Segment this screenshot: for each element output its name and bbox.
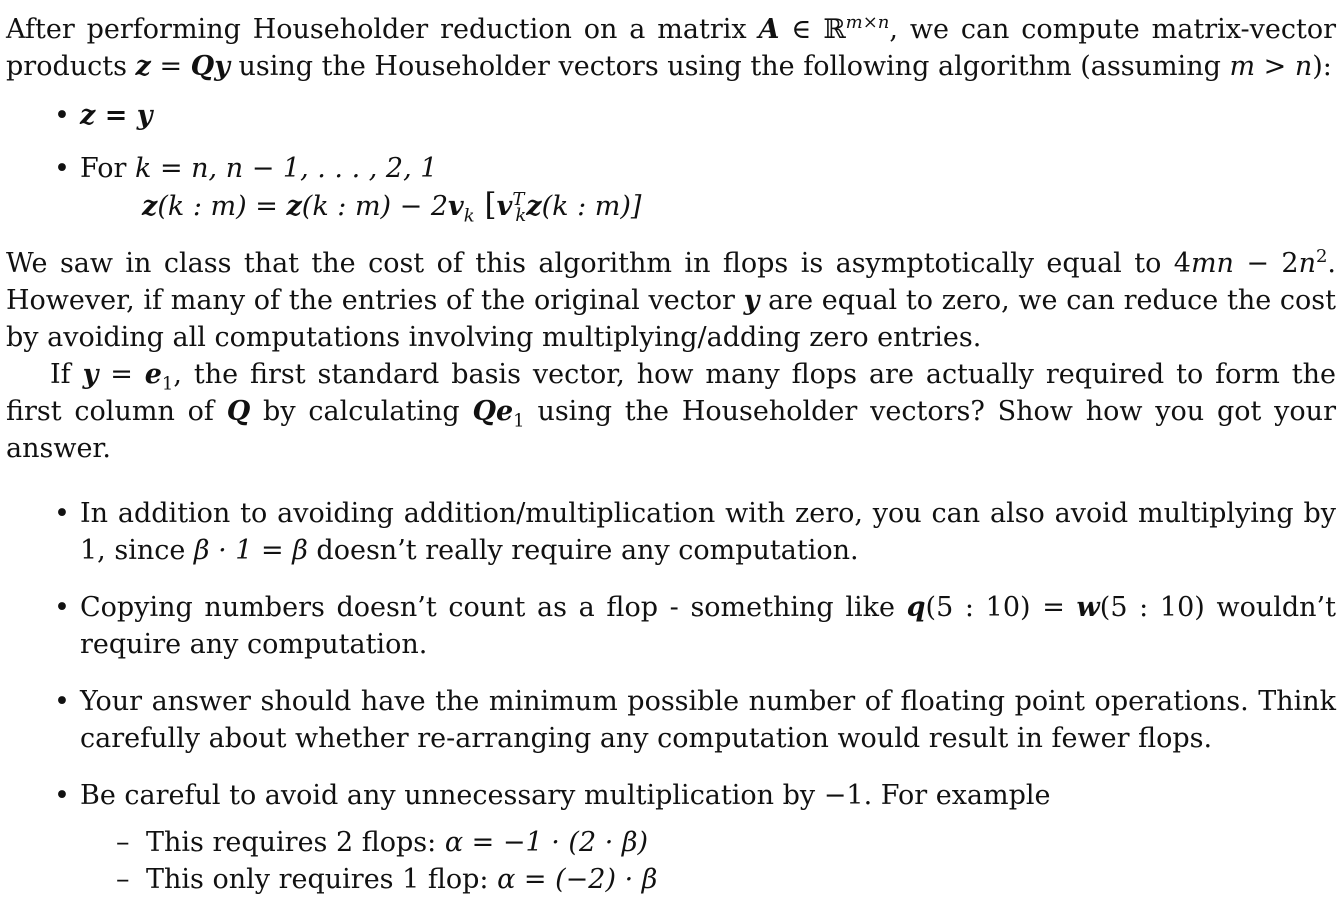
math-symbol: ∈	[779, 14, 824, 45]
math-run: (k : m) =	[157, 191, 287, 222]
text-run: Your answer should have the minimum possible number of floating point operations. Think carefully about whether re-arranging any computation would result in fewer flops.	[80, 686, 1336, 754]
math-vector-q: q	[906, 592, 926, 623]
text-run: , the first standard basis vector, how many flops are actually required to form the first column of	[6, 359, 1337, 427]
math-range: k = n, n − 1, . . . , 2, 1	[135, 153, 438, 184]
algorithm-list	[6, 97, 1336, 187]
math-z: z	[142, 191, 158, 222]
math-run: (k : m)]	[541, 191, 642, 222]
text-run: by calculating	[250, 396, 473, 427]
math-matrix-Q: Q	[226, 396, 251, 427]
text-run: ):	[1312, 51, 1332, 82]
math-superscript: m×n	[845, 12, 890, 33]
math-expression: α = (−2) · β	[497, 864, 658, 895]
text-run: doesn’t really require any computation.	[307, 535, 859, 566]
math-vector-y: y	[743, 285, 760, 316]
math-subscript: 1	[161, 373, 174, 395]
math-z: z	[526, 191, 542, 222]
example-item	[6, 824, 1336, 861]
example-item	[6, 861, 1336, 898]
note-item	[6, 589, 1336, 663]
notes-list	[6, 495, 1336, 814]
examples-list	[6, 824, 1336, 898]
math-expression: β · 1 = β	[193, 535, 308, 566]
text-run: using the Householder vectors using the following algorithm (assuming	[229, 51, 1230, 82]
text-run: Be careful to avoid any unnecessary multiplication by	[80, 780, 824, 811]
math-step: z = y	[80, 100, 153, 131]
math-vector-w: w	[1076, 592, 1100, 623]
text-run: For	[80, 153, 136, 184]
text-run: This requires 2 flops:	[146, 827, 445, 858]
math-expression: −1	[823, 780, 864, 811]
document-page	[6, 11, 1336, 898]
math-v: v	[448, 191, 464, 222]
note-item	[6, 683, 1336, 757]
math-vector-e: e	[144, 359, 162, 390]
intro-paragraph	[6, 11, 1336, 85]
text-run: This only requires 1 flop:	[146, 864, 498, 895]
text-run: , we can compute matrix-vector products	[6, 14, 1336, 82]
text-run: If	[50, 359, 83, 390]
math-vector-y: y	[82, 359, 99, 390]
algorithm-update-line	[6, 187, 1336, 225]
math-expression: α = −1 · (2 · β)	[444, 827, 649, 858]
math-bracket: [	[474, 187, 497, 223]
math-reals: ℝ	[823, 14, 846, 45]
math-var: mn	[1190, 248, 1234, 279]
algorithm-step	[6, 97, 1336, 134]
math-equals: =	[150, 51, 191, 82]
text-run: After performing Householder reduction on a matrix	[6, 14, 759, 45]
body-paragraph	[6, 245, 1336, 356]
text-run: In addition to avoiding addition/multiplication with zero, you can also avoid multiplying by 1, since	[80, 498, 1336, 566]
math-vector-z: z	[135, 51, 151, 82]
note-item	[6, 495, 1336, 569]
text-run: We saw in class that the cost of this algorithm in flops is asymptotically equal to 4	[6, 248, 1191, 279]
text-run: . However, if many of the entries of the original vector	[6, 248, 1337, 316]
text-run: Copying numbers doesn’t count as a flop - something like	[80, 592, 907, 623]
math-Qy: Qy	[190, 51, 230, 82]
math-Qe: Qe	[472, 396, 514, 427]
note-item	[6, 777, 1336, 814]
text-run: wouldn’t require any computation.	[80, 592, 1336, 660]
text-run: . For example	[863, 780, 1051, 811]
math-matrix-A: A	[758, 14, 780, 45]
math-subscript: k	[463, 205, 475, 227]
text-run: − 2	[1233, 248, 1299, 279]
math-v: v	[496, 191, 513, 222]
math-var: n	[1298, 248, 1316, 279]
text-run: using the Householder vectors? Show how you got your answer.	[6, 396, 1336, 464]
math-subscript: 1	[513, 410, 525, 432]
math-run: (5 : 10) =	[925, 592, 1077, 623]
math-superscript: 2	[1315, 246, 1328, 267]
math-equals: =	[98, 359, 145, 390]
question-paragraph	[6, 356, 1336, 467]
text-run: are equal to zero, we can reduce the cost by avoiding all computations involving multiplying/adding zero entries.	[6, 285, 1337, 353]
math-z: z	[286, 191, 302, 222]
math-condition: m > n	[1229, 51, 1313, 82]
algorithm-step	[6, 150, 1336, 187]
math-superscript: T	[512, 189, 525, 210]
math-run: (k : m) − 2	[301, 191, 449, 222]
math-subscript: k	[515, 205, 527, 227]
math-run: (5 : 10)	[1099, 592, 1205, 623]
